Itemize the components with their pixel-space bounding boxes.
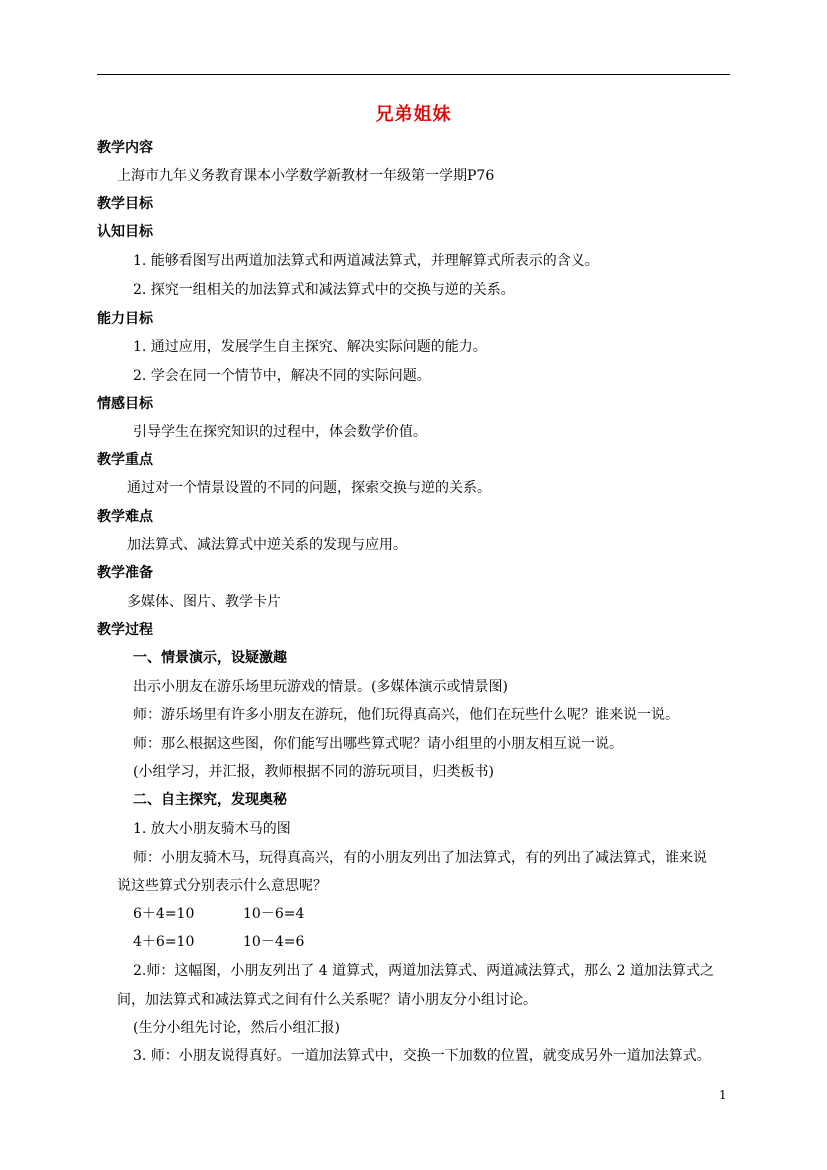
paragraph: 说这些算式分别表示什么意思呢？ bbox=[117, 878, 327, 894]
paragraph: 上海市九年义务教育课本小学数学新教材一年级第一学期P76 bbox=[117, 168, 495, 184]
section-heading: 教学重点 bbox=[97, 452, 153, 468]
paragraph: 3. 师：小朋友说得真好。一道加法算式中，交换一下加数的位置，就变成另外一道加法算式。 bbox=[133, 1048, 711, 1064]
equation: 10－4=6 bbox=[243, 934, 305, 950]
section-heading: 情感目标 bbox=[97, 396, 153, 412]
section-heading: 教学目标 bbox=[97, 196, 153, 212]
paragraph: 出示小朋友在游乐场里玩游戏的情景。(多媒体演示或情景图) bbox=[133, 679, 508, 695]
paragraph: 1. 放大小朋友骑木马的图 bbox=[133, 821, 291, 837]
paragraph: 师：那么根据这些图，你们能写出哪些算式呢？请小组里的小朋友相互说一说。 bbox=[133, 736, 623, 752]
paragraph: 间，加法算式和减法算式之间有什么关系呢？请小朋友分小组讨论。 bbox=[117, 992, 537, 1008]
section-heading: 能力目标 bbox=[97, 311, 153, 327]
paragraph: 2. 学会在同一个情节中，解决不同的实际问题。 bbox=[133, 368, 431, 384]
paragraph: 引导学生在探究知识的过程中，体会数学价值。 bbox=[133, 424, 427, 440]
section-heading: 教学难点 bbox=[97, 509, 153, 525]
equation: 6＋4=10 bbox=[133, 906, 195, 922]
paragraph: 师：游乐场里有许多小朋友在游玩，他们玩得真高兴，他们在玩些什么呢？谁来说一说。 bbox=[133, 707, 679, 723]
paragraph: 加法算式、减法算式中逆关系的发现与应用。 bbox=[127, 537, 407, 553]
paragraph: 2.师：这幅图，小朋友列出了 4 道算式，两道加法算式、两道减法算式，那么 2 道加法算式之 bbox=[133, 963, 714, 979]
paragraph: 1. 通过应用，发展学生自主探究、解决实际问题的能力。 bbox=[133, 339, 487, 355]
section-heading: 教学过程 bbox=[97, 622, 153, 638]
paragraph: 师：小朋友骑木马，玩得真高兴，有的小朋友列出了加法算式，有的列出了减法算式，谁来说 bbox=[133, 850, 707, 866]
section-heading: 教学准备 bbox=[97, 565, 153, 581]
paragraph: (小组学习，并汇报，教师根据不同的游玩项目，归类板书) bbox=[133, 764, 494, 780]
paragraph: 2. 探究一组相关的加法算式和减法算式中的交换与逆的关系。 bbox=[133, 282, 515, 298]
subsection-heading: 二、自主探究，发现奥秘 bbox=[133, 792, 287, 808]
subsection-heading: 一、情景演示，设疑激趣 bbox=[133, 650, 287, 666]
section-heading: 教学内容 bbox=[97, 140, 153, 156]
paragraph: 通过对一个情景设置的不同的问题，探索交换与逆的关系。 bbox=[127, 480, 491, 496]
paragraph: 1. 能够看图写出两道加法算式和两道减法算式，并理解算式所表示的含义。 bbox=[133, 253, 599, 269]
page-number: 1 bbox=[719, 1088, 727, 1102]
page-title: 兄弟姐妹 bbox=[375, 104, 452, 125]
equation: 4＋6=10 bbox=[133, 934, 195, 950]
paragraph: (生分小组先讨论，然后小组汇报) bbox=[133, 1020, 340, 1036]
paragraph: 多媒体、图片、教学卡片 bbox=[127, 594, 281, 610]
header-rule bbox=[97, 74, 730, 75]
section-heading: 认知目标 bbox=[97, 224, 153, 240]
equation: 10－6=4 bbox=[243, 906, 305, 922]
